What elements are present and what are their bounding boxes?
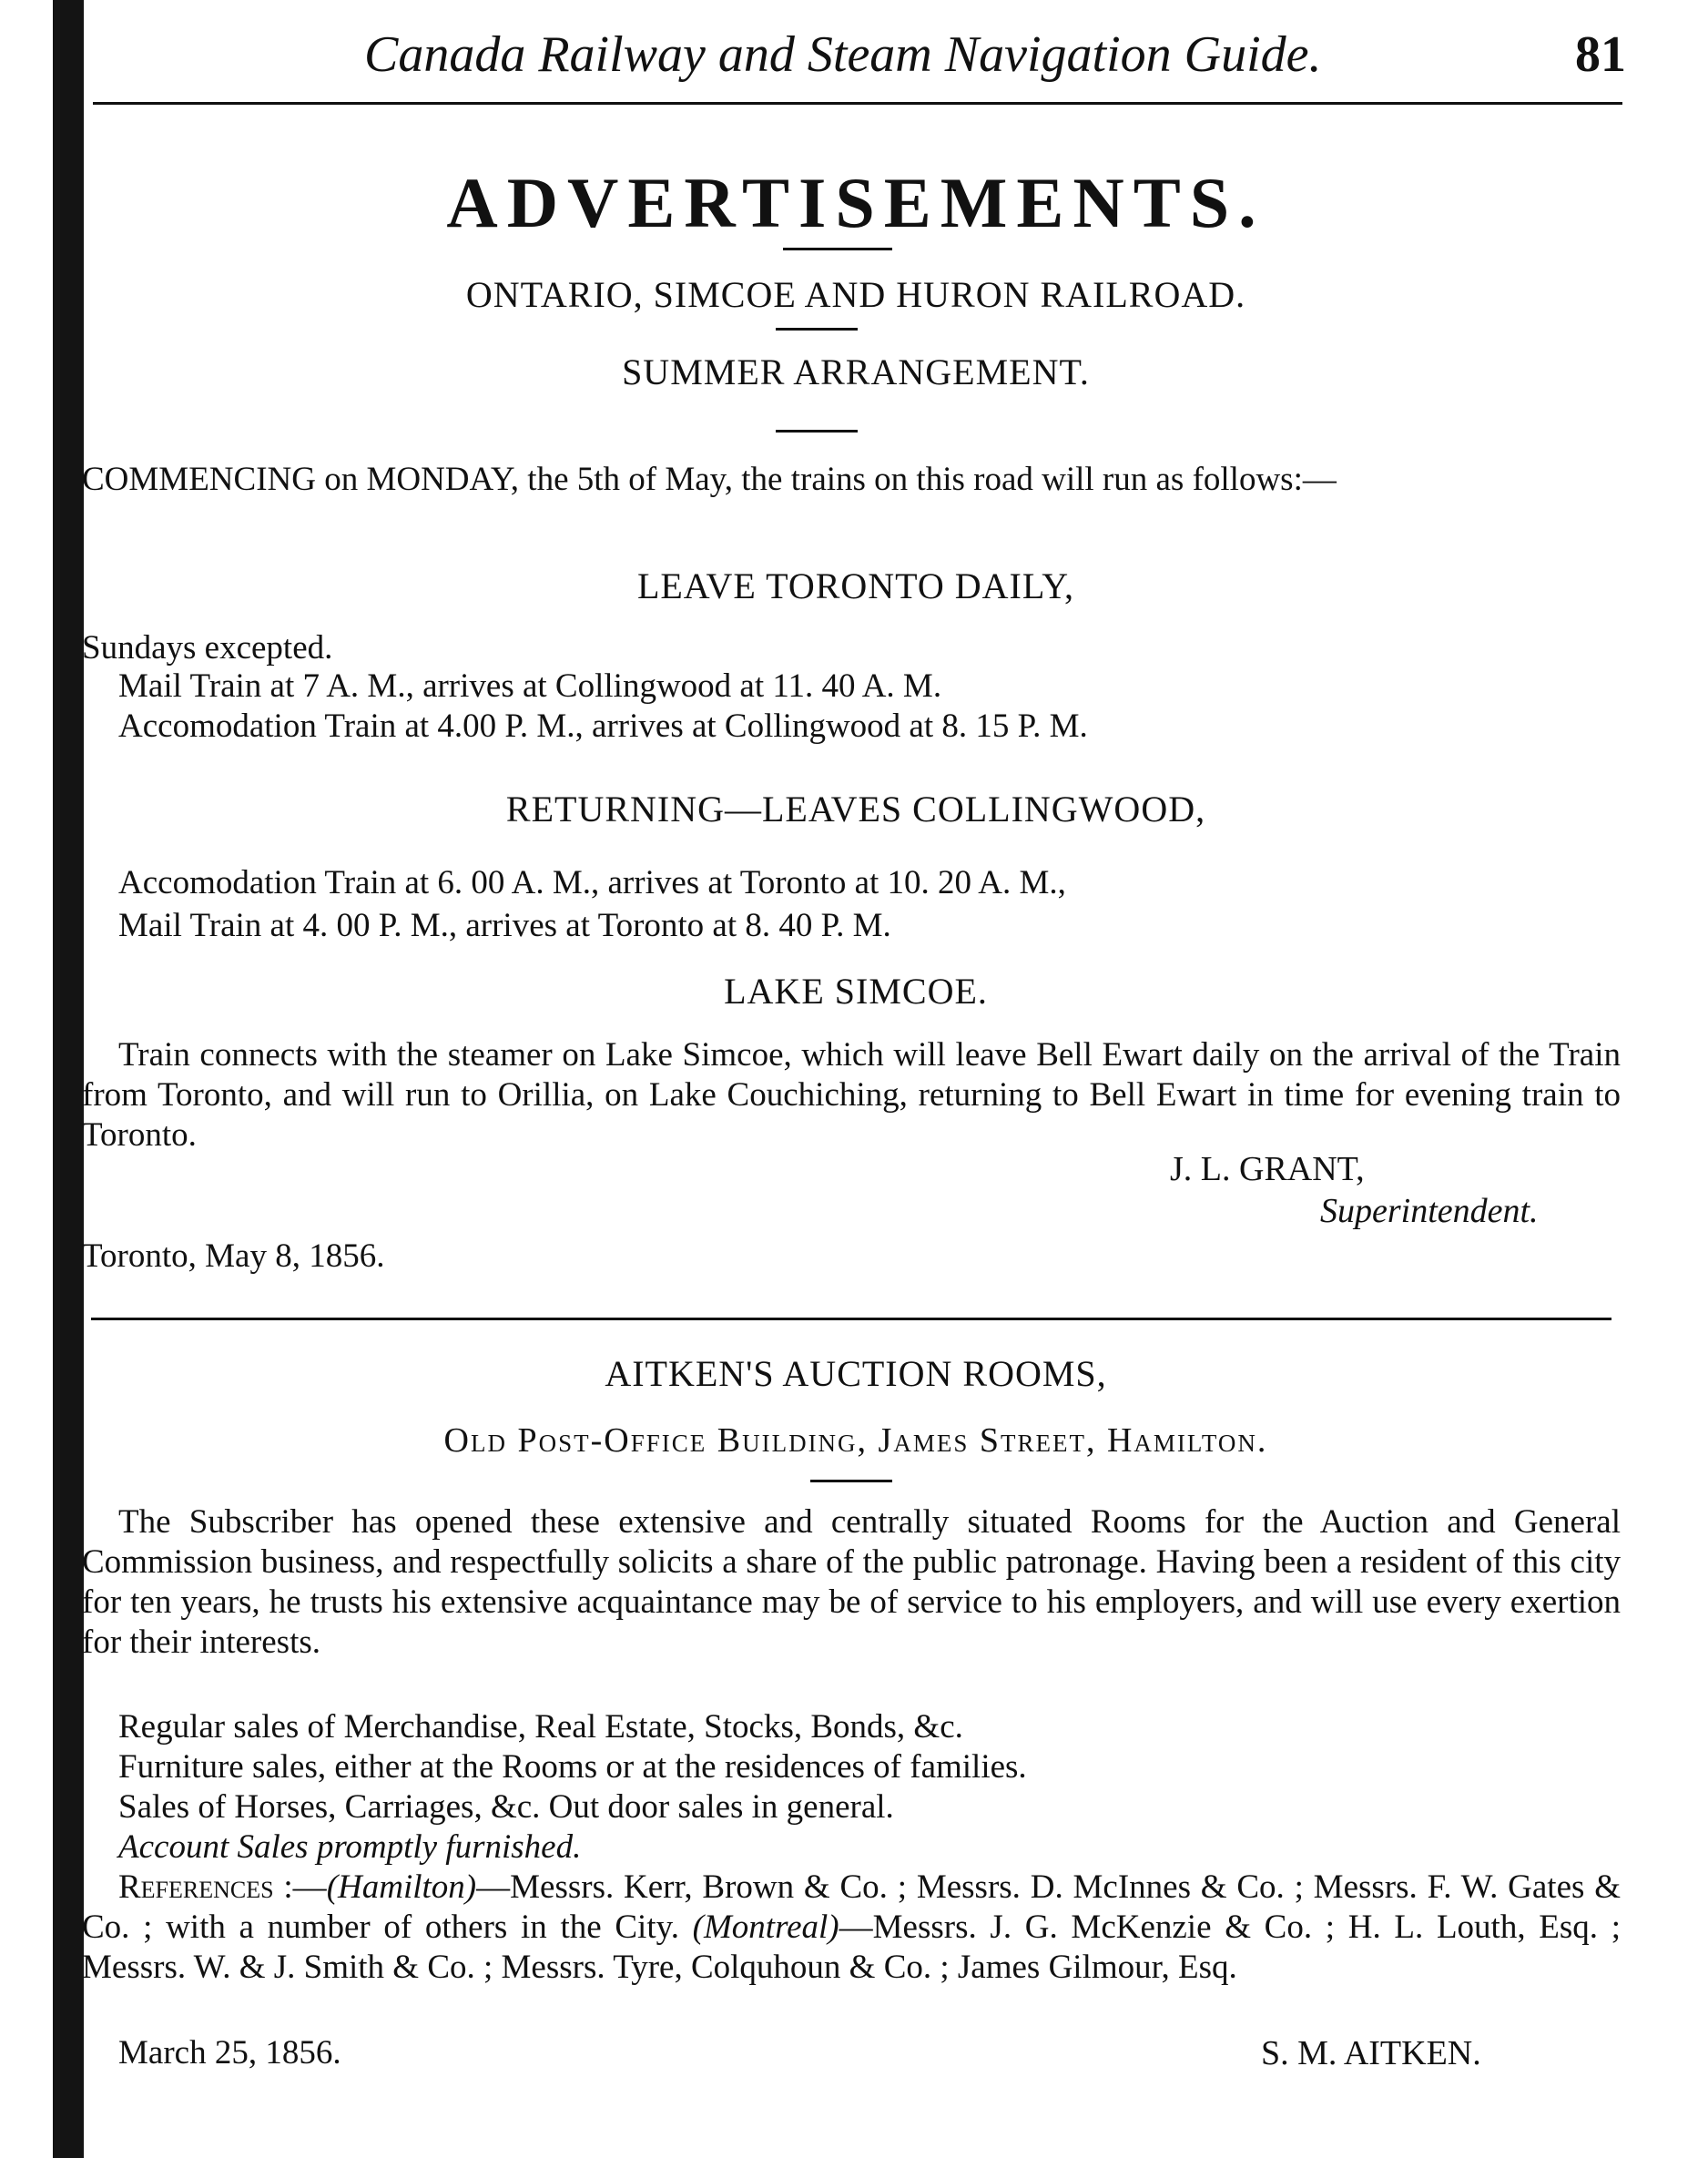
lake-simcoe-paragraph: Train connects with the steamer on Lake Simcoe, which will leave Bell Ewart daily on the arrival of the Train from Toronto, and will run to Orillia, on Lake Couchiching, returning to Bell Ewart in time for evening train to Toronto. (82, 1036, 1621, 1154)
railroad-name: ONTARIO, SIMCOE AND HURON RAILROAD. (465, 274, 1246, 315)
timetable-line: Mail Train at 4. 00 P. M., arrives at Toronto at 8. 40 P. M. (118, 907, 891, 944)
auction-address: Old Post-Office Building, James Street, Hamilton. (443, 1421, 1268, 1460)
timetable-line: Mail Train at 7 A. M., arrives at Collingwood at 11. 40 A. M. (118, 667, 942, 705)
section-divider (91, 1318, 1611, 1320)
service-line: Furniture sales, either at the Rooms or at the residences of families. (118, 1748, 1027, 1786)
signature-title: Superintendent. (1320, 1192, 1539, 1230)
references-text: —Messrs. Kerr, Brown & Co. ; Messrs. D. McInnes & Co. ; Messrs. F. W. Gates & Co. ; with a number of others in the City. (82, 1868, 1621, 1946)
heading-underline (783, 248, 892, 250)
divider (810, 1480, 892, 1482)
timetable-line: Accomodation Train at 4.00 P. M., arrives at Collingwood at 8. 15 P. M. (118, 707, 1088, 745)
account-sales: Account Sales promptly furnished. (118, 1828, 582, 1866)
references-city: (Hamilton) (326, 1868, 477, 1906)
service-line: Sales of Horses, Carriages, &c. Out door sales in general. (118, 1788, 894, 1826)
page-heading: ADVERTISEMENTS. (446, 163, 1266, 242)
leave-toronto-heading: LEAVE TORONTO DAILY, (636, 565, 1075, 606)
references-text: —Messrs. J. G. McKenzie & Co. ; H. L. Louth, Esq. ; Messrs. W. & J. Smith & Co. ; Messrs. Tyre, Colquhoun & Co. ; James Gilmour, Esq. (82, 1909, 1621, 1986)
signature-name: J. L. GRANT, (1170, 1150, 1365, 1188)
auction-body: The Subscriber has opened these extensive and centrally situated Rooms for the Auction and General Commission business, and respectfully solicits a share of the public patronage. Having been a resident of this city for ten years, he trusts his extensive acquaintance may be of service to his employers, and will use every exertion for their interests. (82, 1503, 1621, 1661)
sundays-excepted: Sundays excepted. (82, 629, 333, 667)
returning-heading: RETURNING—LEAVES COLLINGWOOD, (505, 789, 1206, 830)
references-paragraph (82, 1868, 1621, 1988)
divider (776, 430, 858, 433)
service-line: Regular sales of Merchandise, Real Estate, Stocks, Bonds, &c. (118, 1708, 963, 1746)
auction-signature: S. M. AITKEN. (1261, 2034, 1481, 2072)
lake-simcoe-heading: LAKE SIMCOE. (724, 971, 988, 1012)
intro-paragraph: COMMENCING on MONDAY, the 5th of May, the trains on this road will run as follows:— (82, 461, 1337, 498)
running-head-title: Canada Railway and Steam Navigation Guide. (364, 26, 1322, 83)
binding-shadow (53, 0, 84, 2158)
references-city: (Montreal) (692, 1909, 839, 1946)
dateline: Toronto, May 8, 1856. (82, 1237, 385, 1275)
arrangement-heading: SUMMER ARRANGEMENT. (622, 351, 1090, 392)
timetable-line: Accomodation Train at 6. 00 A. M., arrives at Toronto at 10. 20 A. M., (118, 864, 1066, 901)
auction-title: AITKEN'S AUCTION ROOMS, (605, 1353, 1107, 1394)
auction-date: March 25, 1856. (118, 2034, 341, 2071)
page-number: 81 (1575, 26, 1626, 83)
references-label: References :— (118, 1868, 327, 1906)
header-rule (93, 102, 1622, 105)
document-page (82, 0, 1630, 2158)
running-head (82, 25, 1630, 98)
divider (776, 328, 858, 331)
